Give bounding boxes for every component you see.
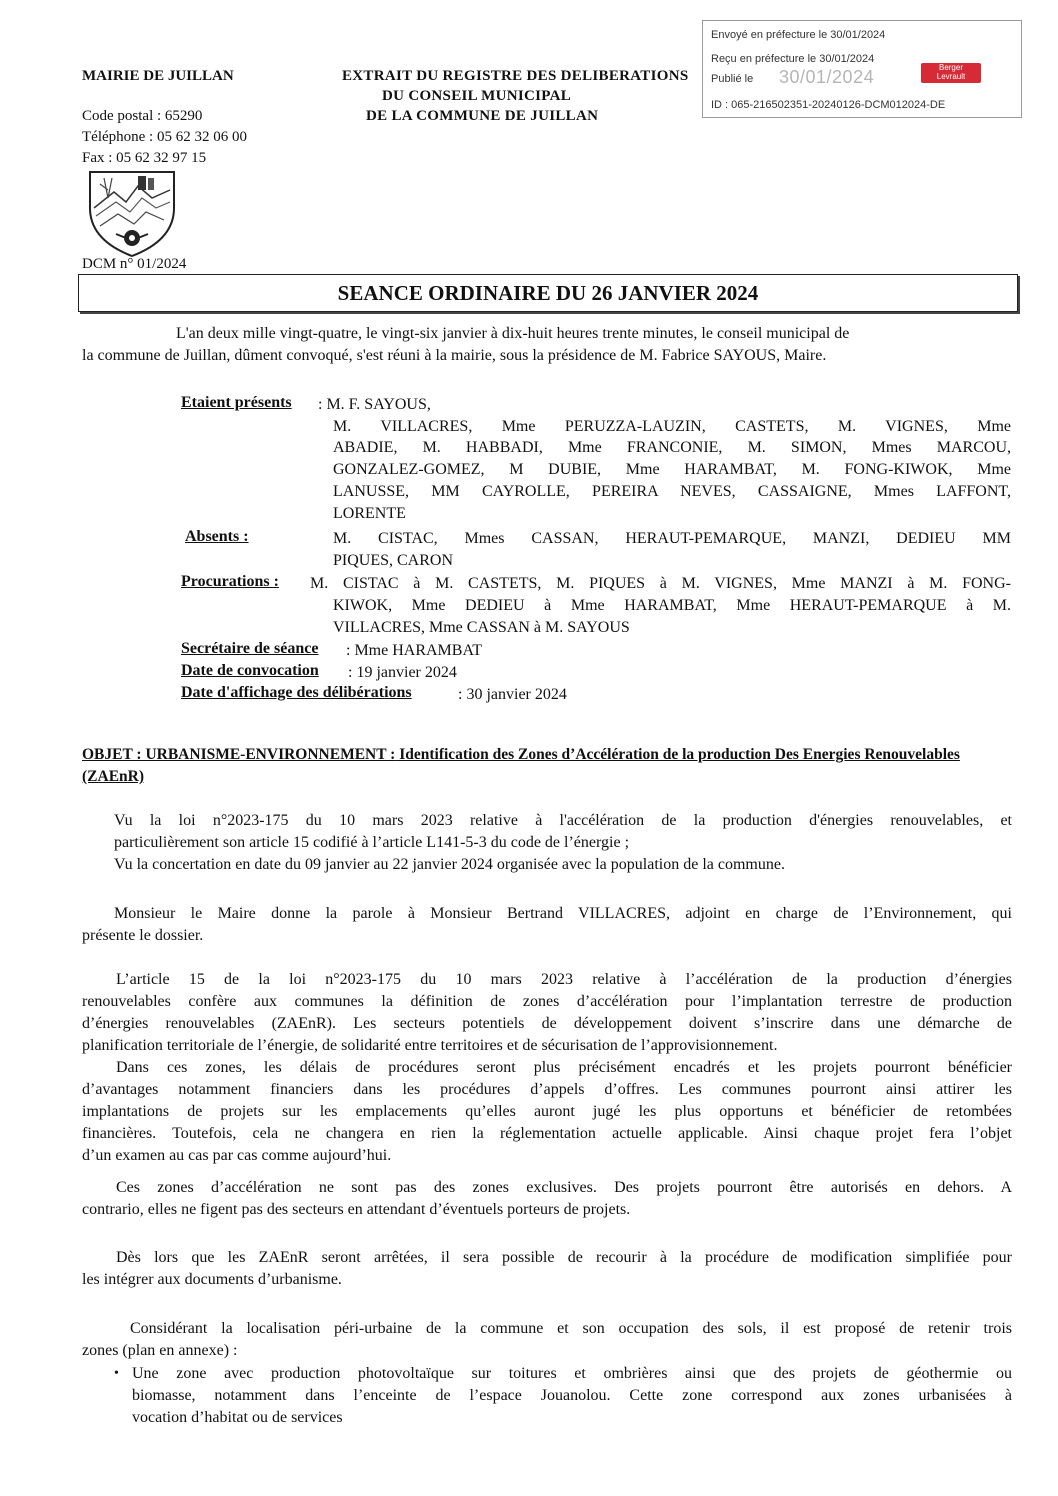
absents-line: M. CISTAC, Mmes CASSAN, HERAUT-PEMARQUE, MANZI, DEDIEU MM [333,530,1011,547]
bullet1-line: Une zone avec production photovoltaïque sur toitures et ombrières ainsi que des projets de géothermie ou [132,1365,1012,1382]
objet-text: Identification des Zones d’Accélération de la production Des Energies Renouvelables (ZAEnR) [82,746,960,785]
code-postal: Code postal : 65290 [82,108,203,124]
bullet1-line: biomasse, notamment dans l’enceinte de l’espace Jouanolou. Cette zone correspond aux zones urbanisées à [132,1387,1012,1404]
presents-line: LANUSSE, MM CAYROLLE, PEREIRA NEVES, CASSAIGNE, Mmes LAFFONT, [333,483,1011,500]
session-title: SEANCE ORDINAIRE DU 26 JANVIER 2024 [337,281,759,305]
stamp-publie-label: Publié le [711,73,754,85]
registre-title-line2: DU CONSEIL MUNICIPAL [382,88,572,104]
exclusives-line: Ces zones d’accélération ne sont pas des zones exclusives. Des projets pourront être autorisés en dehors. A [116,1179,1012,1196]
presents-line: M. VILLACRES, Mme PERUZZA-LAUZIN, CASTETS, M. VIGNES, Mme [333,418,1011,435]
session-title-box [78,274,1018,312]
article15-line: planification territoriale de l’énergie, de solidarité entre territoires et de sécurisation de l’approvisionnement. [82,1037,778,1054]
secretaire-value: : Mme HARAMBAT [346,642,483,659]
affichage-value: : 30 janvier 2024 [458,686,567,703]
stamp-envoye: Envoyé en préfecture le 30/01/2024 [711,29,886,41]
zones-line: implantations de projets sur les emplacements qu’elles auront jugé les plus opportuns et bénéficier de retombées [82,1103,1012,1120]
zones-line: d’avantages notamment financiers dans les procédures d’appels d’offres. Les communes pourront ainsi attirer les [82,1081,1012,1098]
maire-line-2: présente le dossier. [82,927,204,944]
procurations-line: VILLACRES, Mme CASSAN à M. SAYOUS [333,619,630,636]
article15-line: d’énergies renouvelables (ZAEnR). Les secteurs potentiels de développement doivent s’inscrire dans une démarche de [82,1015,1012,1032]
vu-concertation: Vu la concertation en date du 09 janvier au 22 janvier 2024 organisée avec la population de la commune. [114,856,785,873]
absents-line: PIQUES, CARON [333,552,454,569]
considerant-line: zones (plan en annexe) : [82,1342,238,1359]
bullet-point: • [114,1366,119,1381]
berger-levrault-logo: Berger Levrault [921,63,981,83]
affichage-label: Date d'affichage des délibérations [181,684,412,701]
maire-line-1: Monsieur le Maire donne la parole à Monsieur Bertrand VILLACRES, adjoint en charge de l’Environnement, qui [114,905,1012,922]
presents-line: GONZALEZ-GOMEZ, M DUBIE, Mme HARAMBAT, M. FONG-KIWOK, Mme [333,461,1011,478]
secretaire-label: Secrétaire de séance [181,640,319,657]
convocation-label: Date de convocation [181,662,319,679]
registre-title-line1: EXTRAIT DU REGISTRE DES DELIBERATIONS [342,68,689,84]
zones-line: d’un examen au cas par cas comme aujourd’hui. [82,1147,392,1164]
objet-prefix: OBJET : URBANISME-ENVIRONNEMENT : [82,746,396,763]
telephone: Téléphone : 05 62 32 06 00 [82,129,247,145]
prefecture-stamp [702,20,1022,118]
vu-loi-line-1: Vu la loi n°2023-175 du 10 mars 2023 relative à l'accélération de la production d'énergies renouvelables, et [114,812,1012,829]
zones-line: Dans ces zones, les délais de procédures seront plus précisément encadrés et les projets pourront bénéficier [116,1059,1012,1076]
intro-line-1: L'an deux mille vingt-quatre, le vingt-six janvier à dix-huit heures trente minutes, le conseil municipal de [176,325,850,342]
presents-label: Etaient présents [181,394,292,411]
absents-label: Absents : [185,528,249,545]
stamp-id: ID : 065-216502351-20240126-DCM012024-DE [711,99,946,111]
exclusives-line: contrario, elles ne figent pas des secteurs en attendant d’éventuels porteurs de projets. [82,1201,631,1218]
article15-line: renouvelables confère aux communes la définition de zones d’accélération pour l’implantation terrestre de production [82,993,1012,1010]
vu-loi-line-2: particulièrement son article 15 codifié à l’article L141-5-3 du code de l’énergie ; [114,834,630,851]
juillan-coat-of-arms-icon [86,168,178,258]
convocation-value: : 19 janvier 2024 [348,664,457,681]
mairie-name: MAIRIE DE JUILLAN [82,68,234,84]
des-lors-line: Dès lors que les ZAEnR seront arrêtées, il sera possible de recourir à la procédure de modification simplifiée pour [116,1249,1012,1266]
article15-line: L’article 15 de la loi n°2023-175 du 10 mars 2023 relative à l’accélération de la production d’énergies [116,971,1012,988]
bullet1-line: vocation d’habitat ou de services [132,1409,343,1426]
des-lors-line: les intégrer aux documents d’urbanisme. [82,1271,342,1288]
presents-line: LORENTE [333,505,406,522]
procurations-line: KIWOK, Mme DEDIEU à Mme HARAMBAT, Mme HERAUT-PEMARQUE à M. [333,597,1011,614]
presents-line: ABADIE, M. HABBADI, Mme FRANCONIE, M. SIMON, Mmes MARCOU, [333,439,1011,456]
objet-heading [82,744,1022,788]
intro-line-2: la commune de Juillan, dûment convoqué, s'est réuni à la mairie, sous la présidence de M. Fabrice SAYOUS, Maire. [82,347,827,364]
considerant-line: Considérant la localisation péri-urbaine de la commune et son occupation des sols, il est proposé de retenir trois [130,1320,1012,1337]
stamp-publie-date: 30/01/2024 [779,67,875,87]
dcm-number: DCM n° 01/2024 [82,256,187,272]
procurations-line: M. CISTAC à M. CASTETS, M. PIQUES à M. VIGNES, Mme MANZI à M. FONG- [310,575,1011,592]
presents-first: : M. F. SAYOUS, [318,396,431,413]
registre-title-line3: DE LA COMMUNE DE JUILLAN [366,108,599,124]
zones-line: financières. Toutefois, cela ne changera en rien la réglementation actuelle applicable. Ainsi chaque projet fera l’objet [82,1125,1012,1142]
procurations-label: Procurations : [181,573,279,590]
fax: Fax : 05 62 32 97 15 [82,150,207,166]
stamp-recu: Reçu en préfecture le 30/01/2024 [711,53,875,65]
